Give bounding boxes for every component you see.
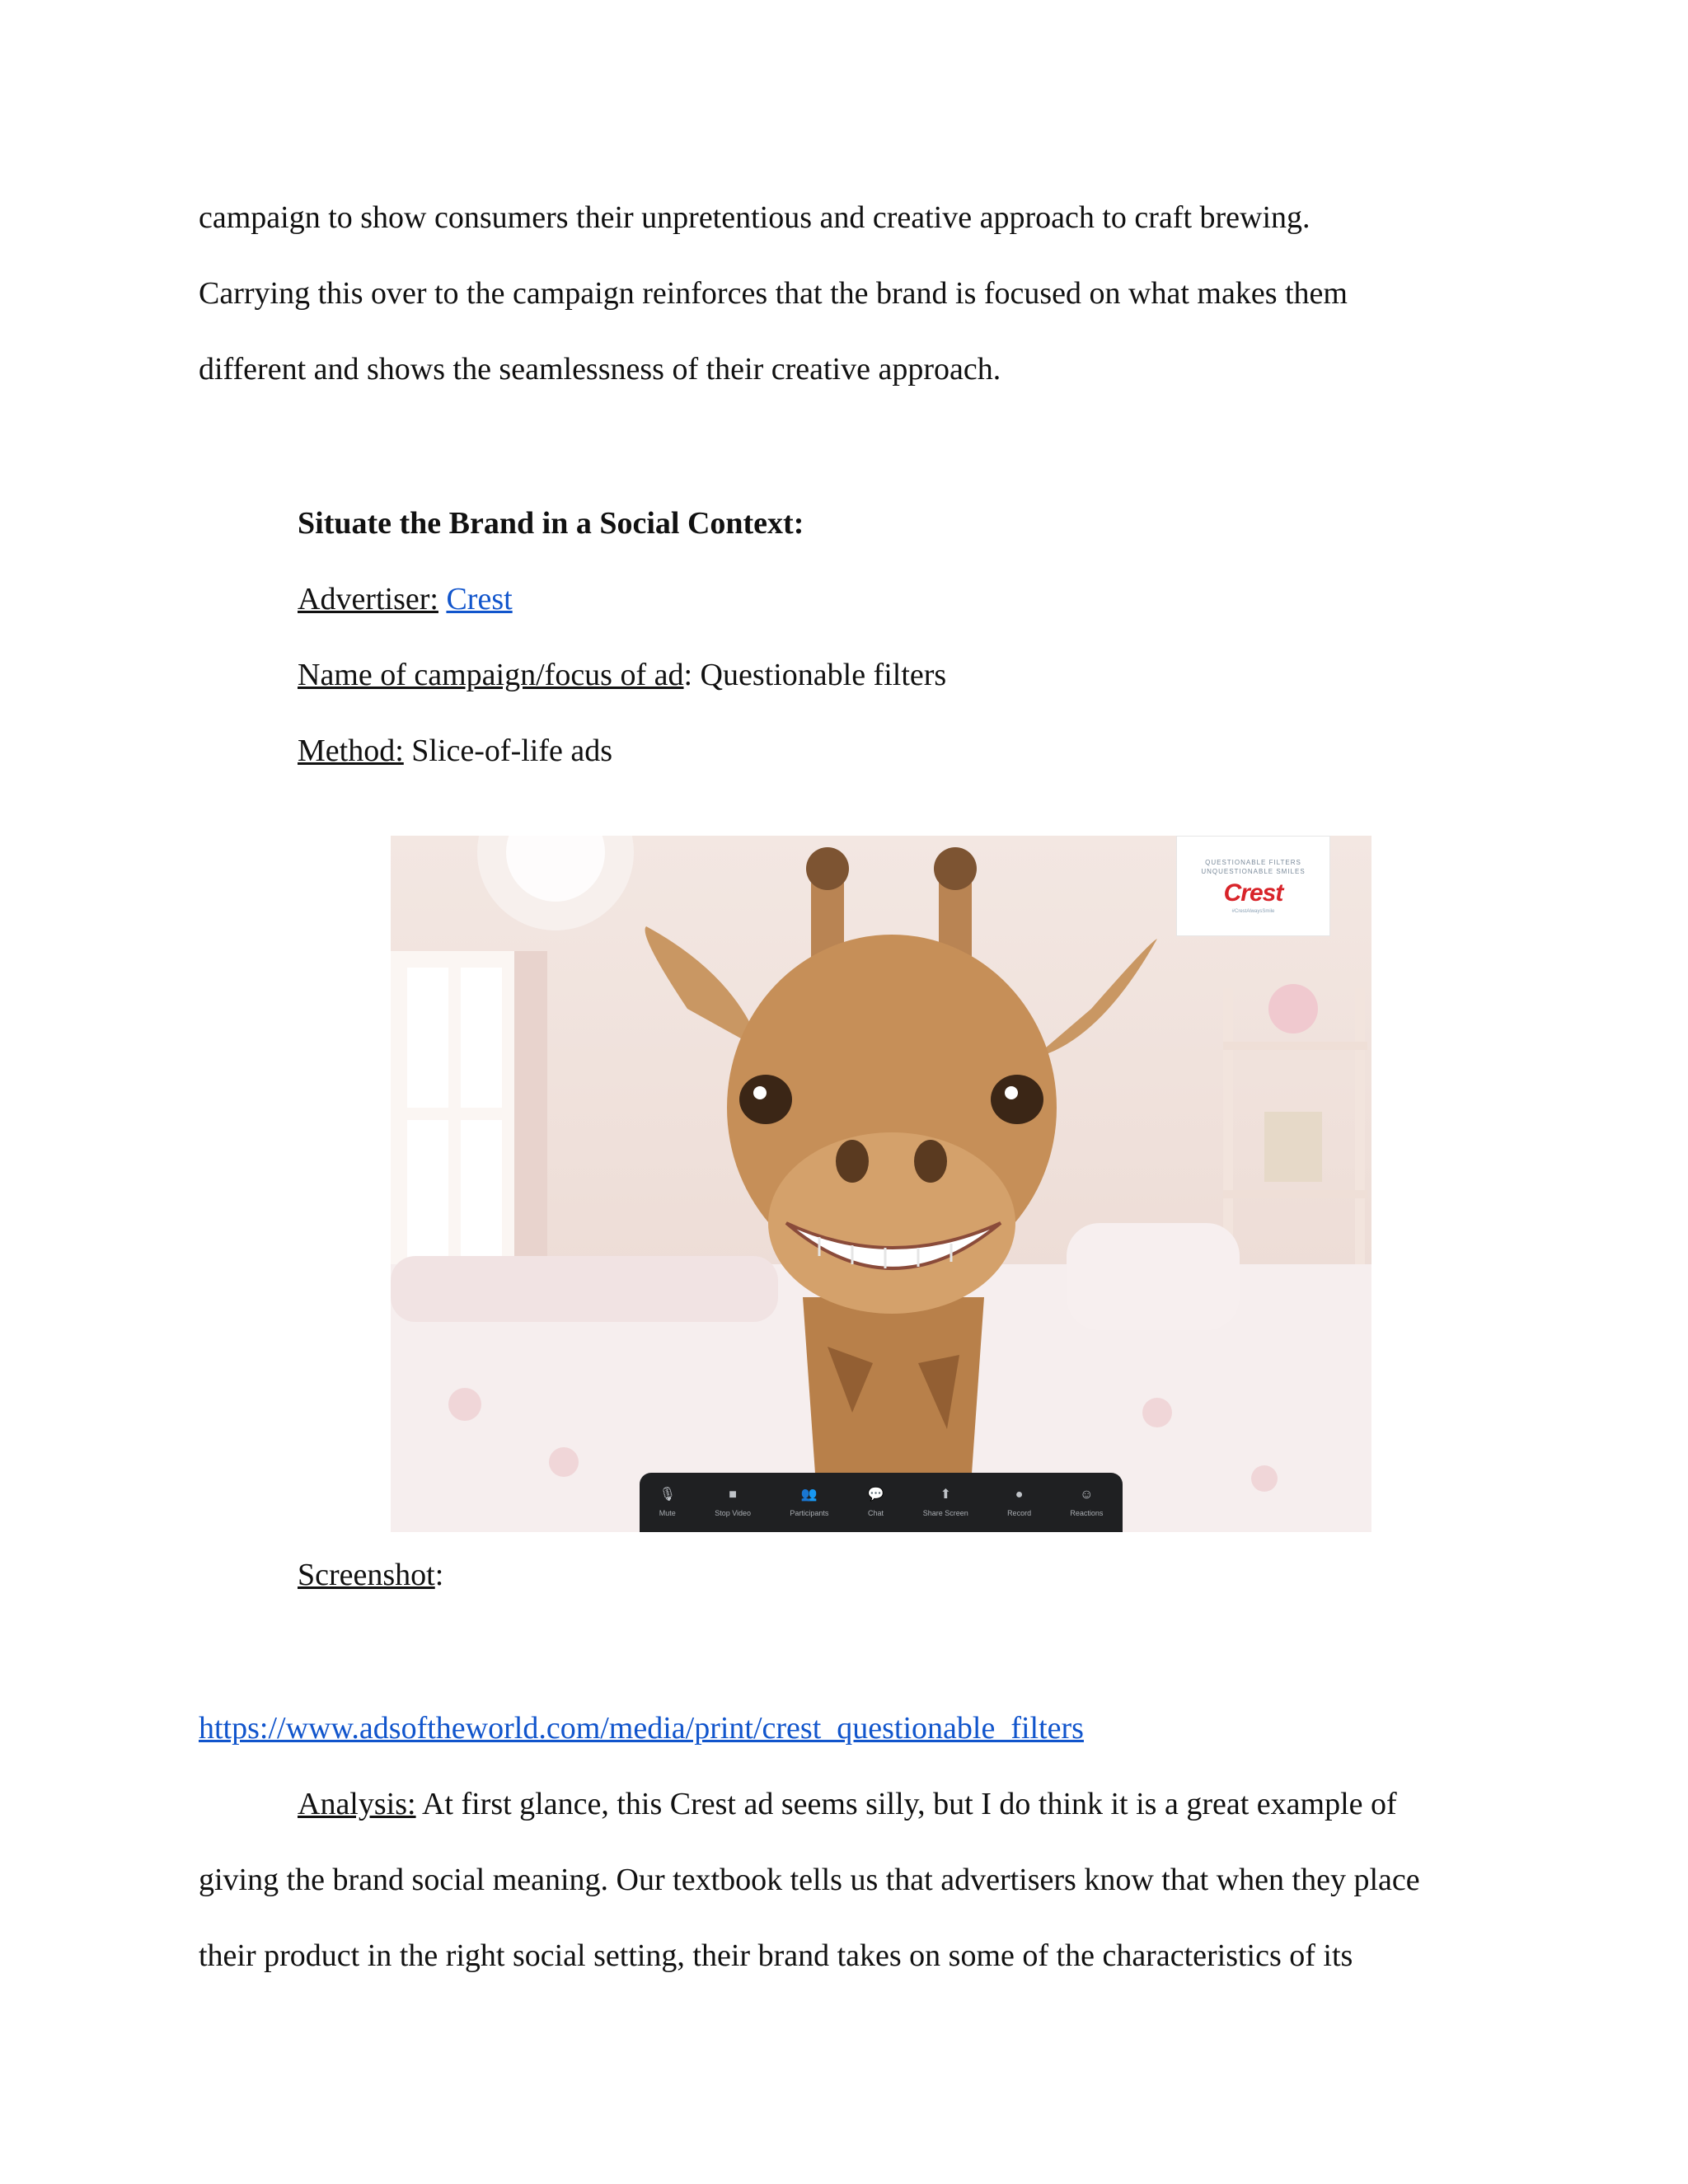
toolbar-reactions-button <box>1070 1487 1103 1518</box>
video-camera-icon: ■ <box>729 1488 737 1502</box>
section-heading: Situate the Brand in a Social Context: <box>298 506 804 541</box>
share-screen-icon: ⬆ <box>940 1488 951 1502</box>
toolbar-chat-button <box>868 1487 884 1518</box>
campaign-label: Name of campaign/focus of ad <box>298 658 684 692</box>
microphone-icon: 🎙 <box>659 1488 676 1502</box>
crest-ad-image <box>391 836 1372 1532</box>
toolbar-label: Participants <box>790 1509 829 1517</box>
method-value: Slice-of-life ads <box>403 733 613 768</box>
body-text-line: Carrying this over to the campaign reinforces that the brand is focused on what makes them <box>199 276 1348 311</box>
method-label: Method: <box>298 733 404 768</box>
toolbar-label: Reactions <box>1070 1509 1104 1517</box>
campaign-line <box>298 655 946 695</box>
reactions-icon: ☺ <box>1080 1488 1094 1502</box>
screenshot-suffix: : <box>434 1558 444 1592</box>
source-url-link[interactable]: https://www.adsoftheworld.com/media/print/crest_questionable_filters <box>199 1711 1084 1746</box>
toolbar-label: Share Screen <box>922 1509 968 1517</box>
body-text-line: giving the brand social meaning. Our textbook tells us that advertisers know that when they place <box>199 1863 1420 1897</box>
chat-icon: 💬 <box>867 1488 884 1502</box>
toolbar-stop-video-button <box>715 1487 751 1518</box>
advertiser-line <box>298 579 513 619</box>
toolbar-label: Stop Video <box>715 1509 752 1517</box>
crest-badge <box>1176 836 1330 936</box>
analysis-line <box>298 1784 1397 1824</box>
badge-hashtag: #CrestAlwaysSmile <box>1231 909 1275 914</box>
advertiser-link[interactable]: Crest <box>446 582 513 616</box>
record-icon: ● <box>1015 1488 1024 1502</box>
toolbar-record-button <box>1007 1487 1031 1518</box>
badge-tagline-2: UNQUESTIONABLE SMILES <box>1201 868 1306 875</box>
badge-tagline <box>1177 858 1329 876</box>
method-line <box>298 731 612 771</box>
screenshot-label: Screenshot <box>298 1558 435 1592</box>
crest-logo: Crest <box>1223 879 1283 907</box>
badge-tagline-1: QUESTIONABLE FILTERS <box>1205 859 1301 866</box>
toolbar-label: Record <box>1007 1509 1032 1517</box>
campaign-value: : Questionable filters <box>683 658 947 692</box>
screenshot-line <box>298 1555 443 1595</box>
body-text-line: campaign to show consumers their unpretentious and creative approach to craft brewing. <box>199 200 1311 235</box>
body-text-line: their product in the right social setting, their brand takes on some of the characteristics of its <box>199 1938 1353 1973</box>
participants-icon: 👥 <box>800 1488 818 1502</box>
toolbar-mute-button <box>659 1487 676 1518</box>
toolbar-participants-button <box>790 1487 828 1518</box>
toolbar-share-screen-button <box>923 1487 968 1518</box>
ad-scene-illustration <box>391 836 1372 1532</box>
toolbar-label: Chat <box>868 1509 884 1517</box>
analysis-first-line: At first glance, this Crest ad seems silly, but I do think it is a great example of <box>415 1787 1397 1821</box>
toolbar-label: Mute <box>659 1509 676 1517</box>
video-call-toolbar <box>640 1473 1123 1532</box>
body-text-line: different and shows the seamlessness of their creative approach. <box>199 352 1001 387</box>
advertiser-label: Advertiser: <box>298 582 438 616</box>
analysis-label: Analysis: <box>298 1787 416 1821</box>
